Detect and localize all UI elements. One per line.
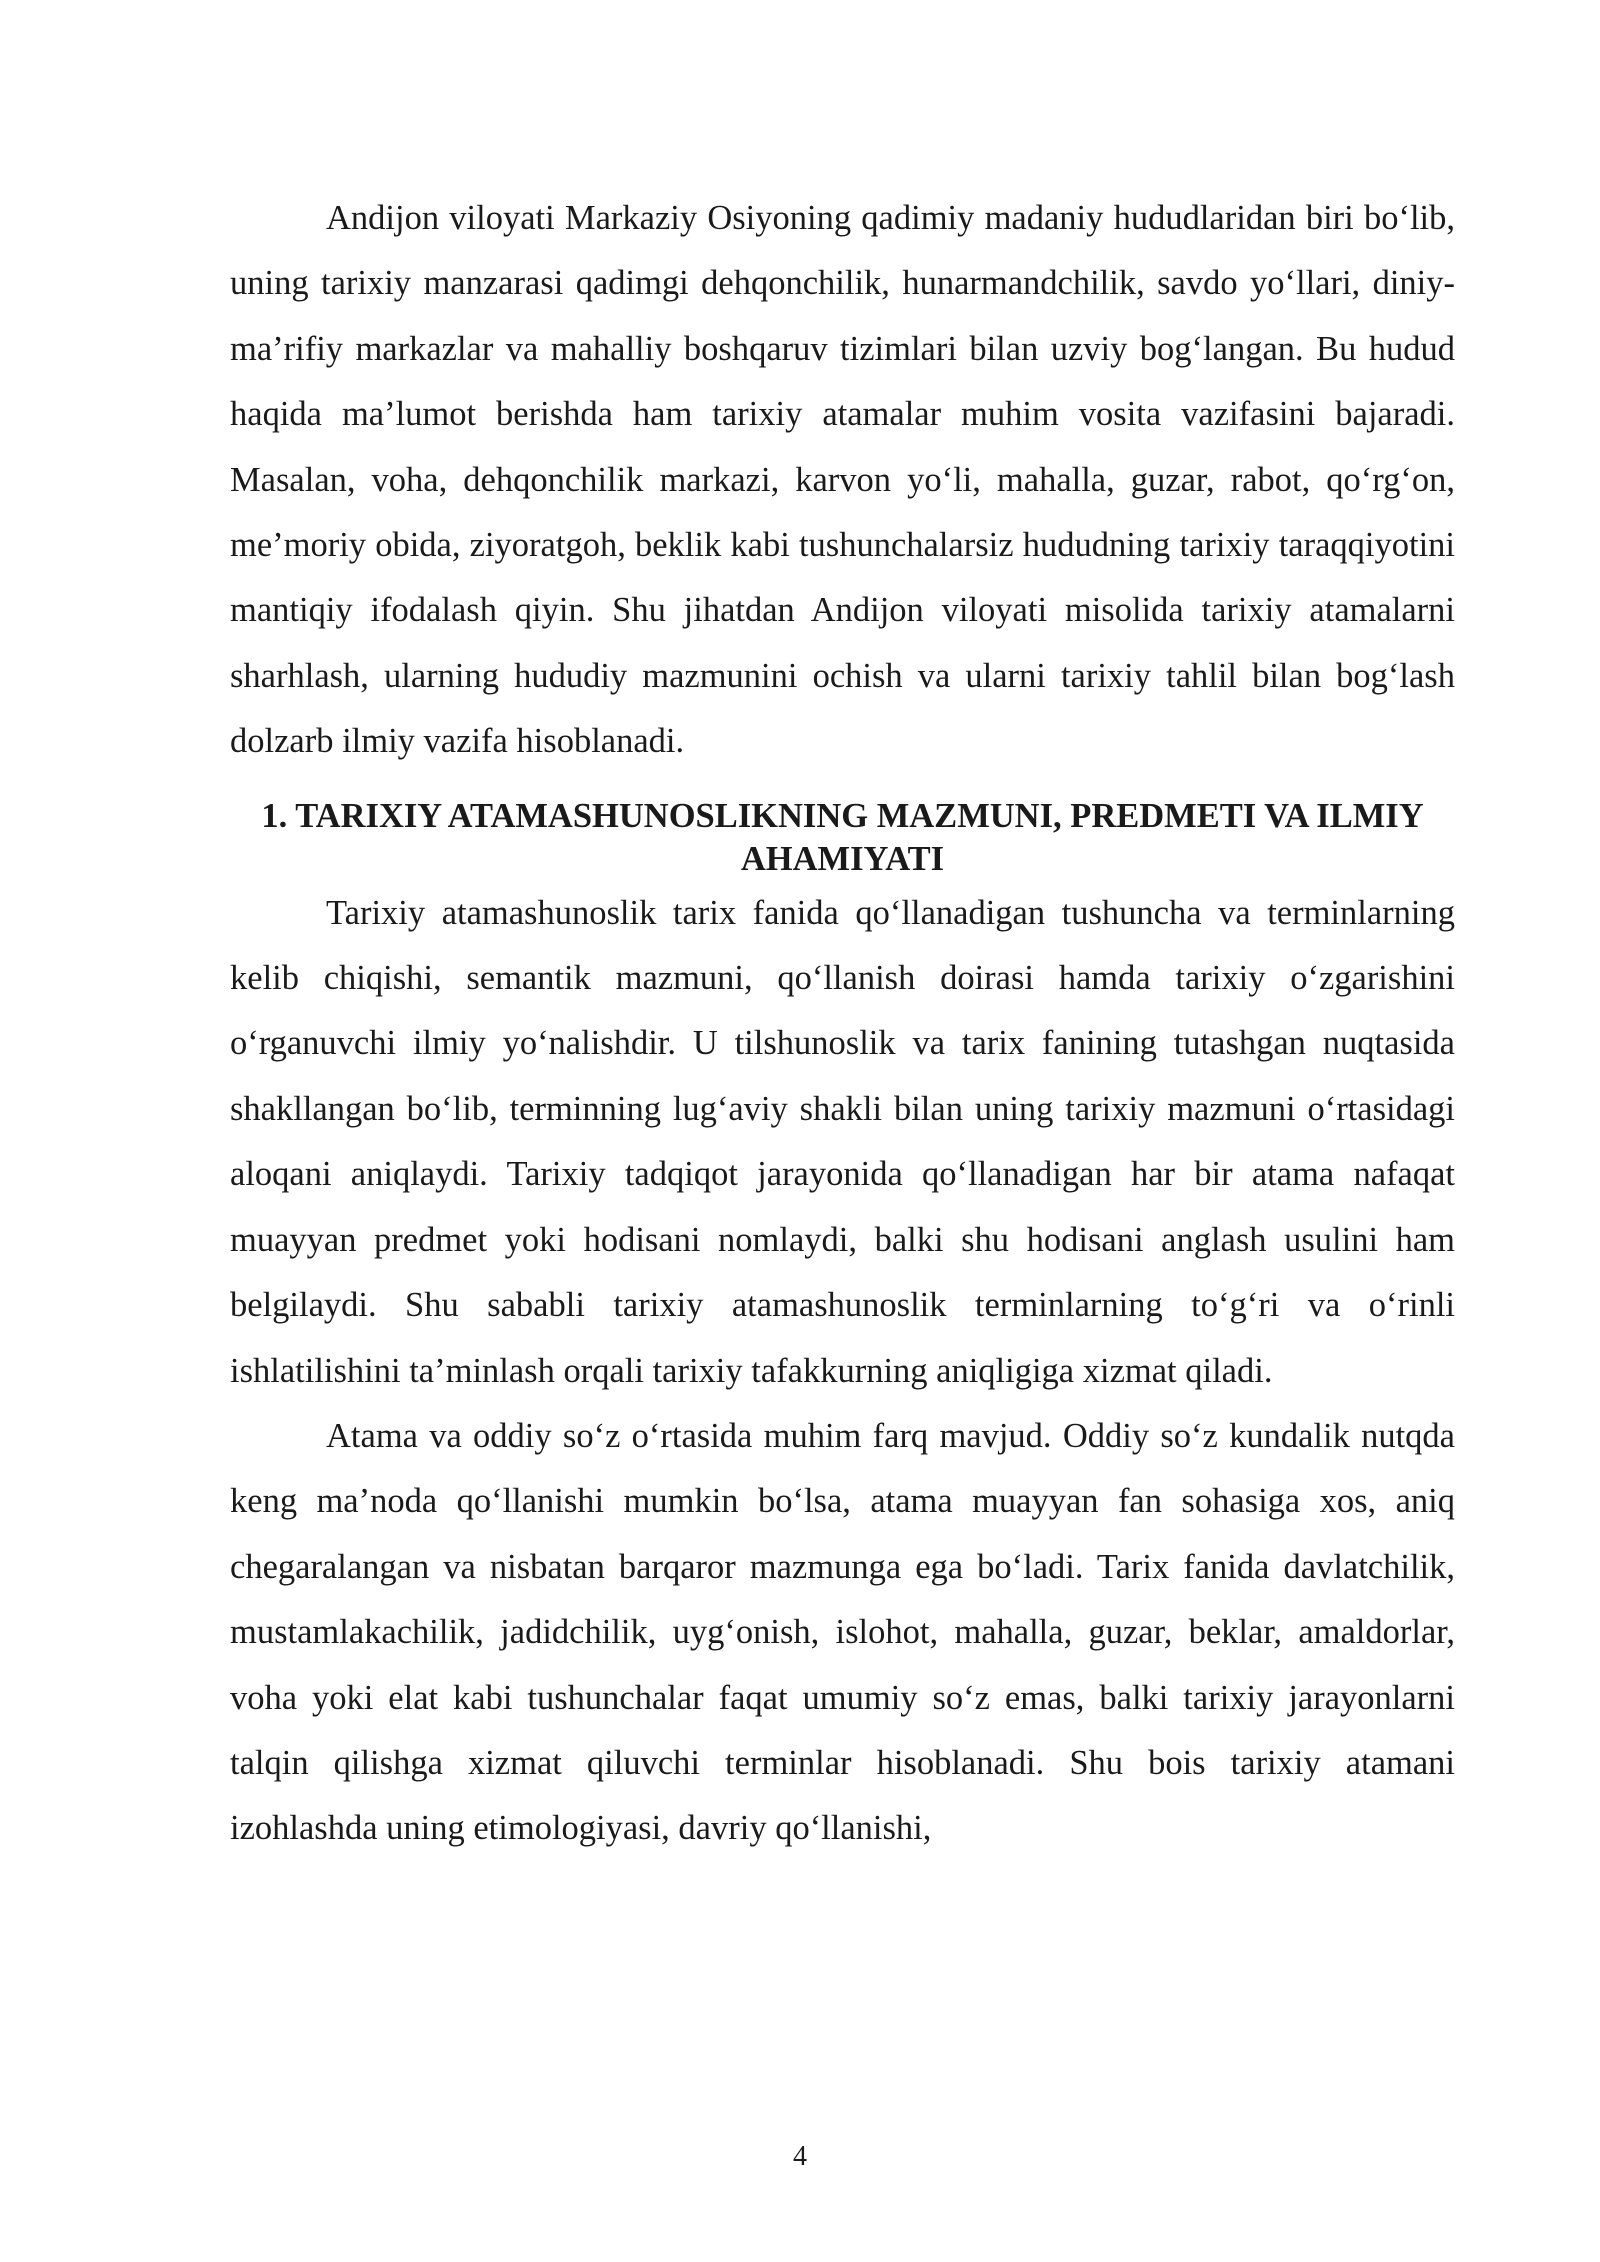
page-number: 4 bbox=[793, 2141, 807, 2172]
paragraph-section1-1: Tarixiy atamashunoslik tarix fanida qo‘llanadigan tushuncha va terminlarning kelib chiqishi, semantik mazmuni, qo‘llanish doirasi hamda tarixiy o‘zgarishini o‘rganuvchi ilmiy yo‘nalishdir. U tilshunoslik va tarix fanining tutashgan nuqtasida shakllangan bo‘lib, terminning lug‘aviy shakli bilan uning tarixiy mazmuni o‘rtasidagi aloqani aniqlaydi. Tarixiy tadqiqot jarayonida qo‘llanadigan har bir atama nafaqat muayyan predmet yoki hodisani nomlaydi, balki shu hodisani anglash usulini ham belgilaydi. Shu sababli tarixiy atamashunoslik terminlarning to‘g‘ri va o‘rinli ishlatilishini ta’minlash orqali tarixiy tafakkurning aniqligiga xizmat qiladi. bbox=[230, 893, 1455, 1390]
section-heading: 1. TARIXIY ATAMASHUNOSLIKNING MAZMUNI, PREDMETI VA ILMIY AHAMIYATI bbox=[261, 796, 1424, 878]
paragraph-intro: Andijon viloyati Markaziy Osiyoning qadimiy madaniy hududlaridan biri bo‘lib, uning tarixiy manzarasi qadimgi dehqonchilik, hunarmandchilik, savdo yo‘llari, diniy-ma’rifiy markazlar va mahalliy boshqaruv tizimlari bilan uzviy bog‘langan. Bu hudud haqida ma’lumot berishda ham tarixiy atamalar muhim vosita vazifasini bajaradi. Masalan, voha, dehqonchilik markazi, karvon yo‘li, mahalla, guzar, rabot, qo‘rg‘on, me’moriy obida, ziyoratgoh, beklik kabi tushunchalarsiz hududning tarixiy taraqqiyotini mantiqiy ifodalash qiyin. Shu jihatdan Andijon viloyati misolida tarixiy atamalarni sharhlash, ularning hududiy mazmunini ochish va ularni tarixiy tahlil bilan bog‘lash dolzarb ilmiy vazifa hisoblanadi. bbox=[230, 199, 1455, 761]
paragraph-section1-2: Atama va oddiy so‘z o‘rtasida muhim farq mavjud. Oddiy so‘z kundalik nutqda keng ma’noda qo‘llanishi mumkin bo‘lsa, atama muayyan fan sohasiga xos, aniq chegaralangan va nisbatan barqaror mazmunga ega bo‘ladi. Tarix fanida davlatchilik, mustamlakachilik, jadidchilik, uyg‘onish, islohot, mahalla, guzar, beklar, amaldorlar, voha yoki elat kabi tushunchalar faqat umumiy so‘z emas, balki tarixiy jarayonlarni talqin qilishga xizmat qiluvchi terminlar hisoblanadi. Shu bois tarixiy atamani izohlashda uning etimologiyasi, davriy qo‘llanishi, bbox=[230, 1416, 1455, 1848]
document-page bbox=[230, 186, 1455, 1862]
